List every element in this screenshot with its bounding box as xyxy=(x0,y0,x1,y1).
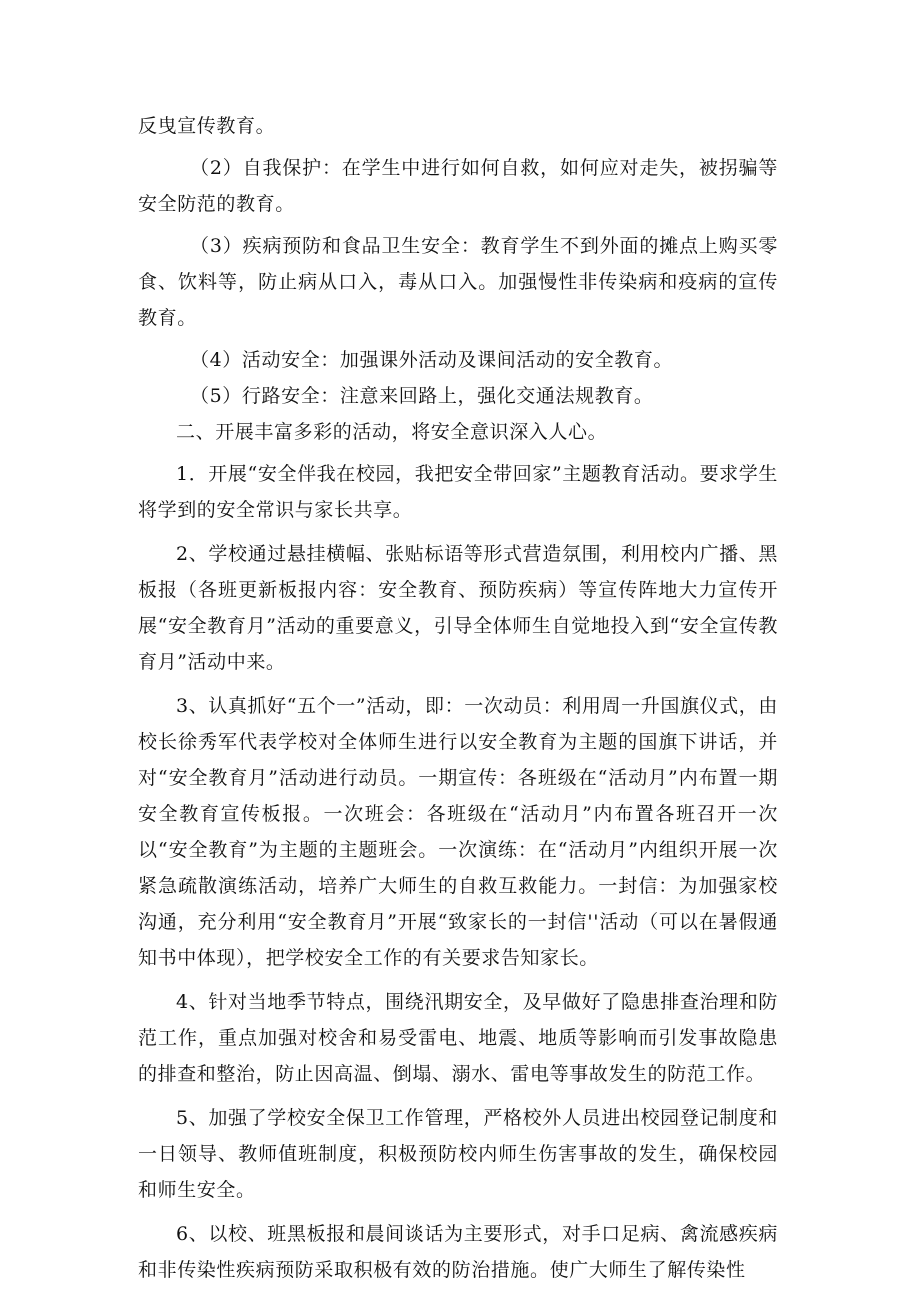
section-heading-activities: 二、开展丰富多彩的活动，将安全意识深入人心。 xyxy=(176,421,608,443)
paragraph-activity-safety: （4）活动安全：加强课外活动及课间活动的安全教育。 xyxy=(190,349,674,371)
paragraph-item-3: 3、认真抓好“五个一”活动，即：一次动员：利用周一升国旗仪式，由校长徐秀军代表学校对全体师生进行以安全教育为主题的国旗下讲话，并对“安全教育月”活动进行动员。一期宣传：各班级在“活动月”内布置一期安全教育宣传板报。一次班会：各班级在“活动月”内布置各班召开一次以“安全教育”为主题的主题班会。一次演练：在“活动月”内组织开展一次紧急疏散演练活动，培养广大师生的自救互救能力。一封信：为加强家校沟通，充分利用“安全教育月”开展“致家长的一封信''活动（可以在暑假通知书中体现），把学校安全工作的有关要求告知家长。 xyxy=(138,695,778,969)
paragraph-road-safety: （5）行路安全：注意来回路上，强化交通法规教育。 xyxy=(190,385,654,407)
paragraph-item-1: 1．开展“安全伴我在校园，我把安全带回家”主题教育活动。要求学生将学到的安全常识与家长共享。 xyxy=(138,463,778,521)
paragraph-disease-prevention: （3）疾病预防和食品卫生安全：教育学生不到外面的摊点上购买零食、饮料等，防止病从口入，毒从口入。加强慢性非传染病和疫病的宣传教育。 xyxy=(138,235,778,329)
paragraph-self-protection: （2）自我保护：在学生中进行如何自救，如何应对走失，被拐骗等安全防范的教育。 xyxy=(138,157,778,215)
paragraph-item-5: 5、加强了学校安全保卫工作管理，严格校外人员进出校园登记制度和一日领导、教师值班制度，积极预防校内师生伤害事故的发生，确保校园和师生安全。 xyxy=(138,1107,778,1201)
document-body xyxy=(138,108,778,1288)
paragraph-item-4: 4、针对当地季节特点，围绕汛期安全，及早做好了隐患排查治理和防范工作，重点加强对校舍和易受雷电、地震、地质等影响而引发事故隐患的排查和整治，防止因高温、倒塌、溺水、雷电等事故发生的防范工作。 xyxy=(138,991,778,1085)
paragraph-continuation: 反曳宣传教育。 xyxy=(138,115,276,137)
paragraph-item-6: 6、以校、班黑板报和晨间谈话为主要形式，对手口足病、禽流感疾病和非传染性疾病预防采取积极有效的防治措施。使广大师生了解传染性 xyxy=(138,1223,778,1281)
paragraph-item-2: 2、学校通过悬挂横幅、张贴标语等形式营造氛围，利用校内广播、黑板报（各班更新板报内容：安全教育、预防疾病）等宣传阵地大力宣传开展“安全教育月”活动的重要意义，引导全体师生自觉地投入到“安全宣传教育月”活动中来。 xyxy=(138,543,778,673)
